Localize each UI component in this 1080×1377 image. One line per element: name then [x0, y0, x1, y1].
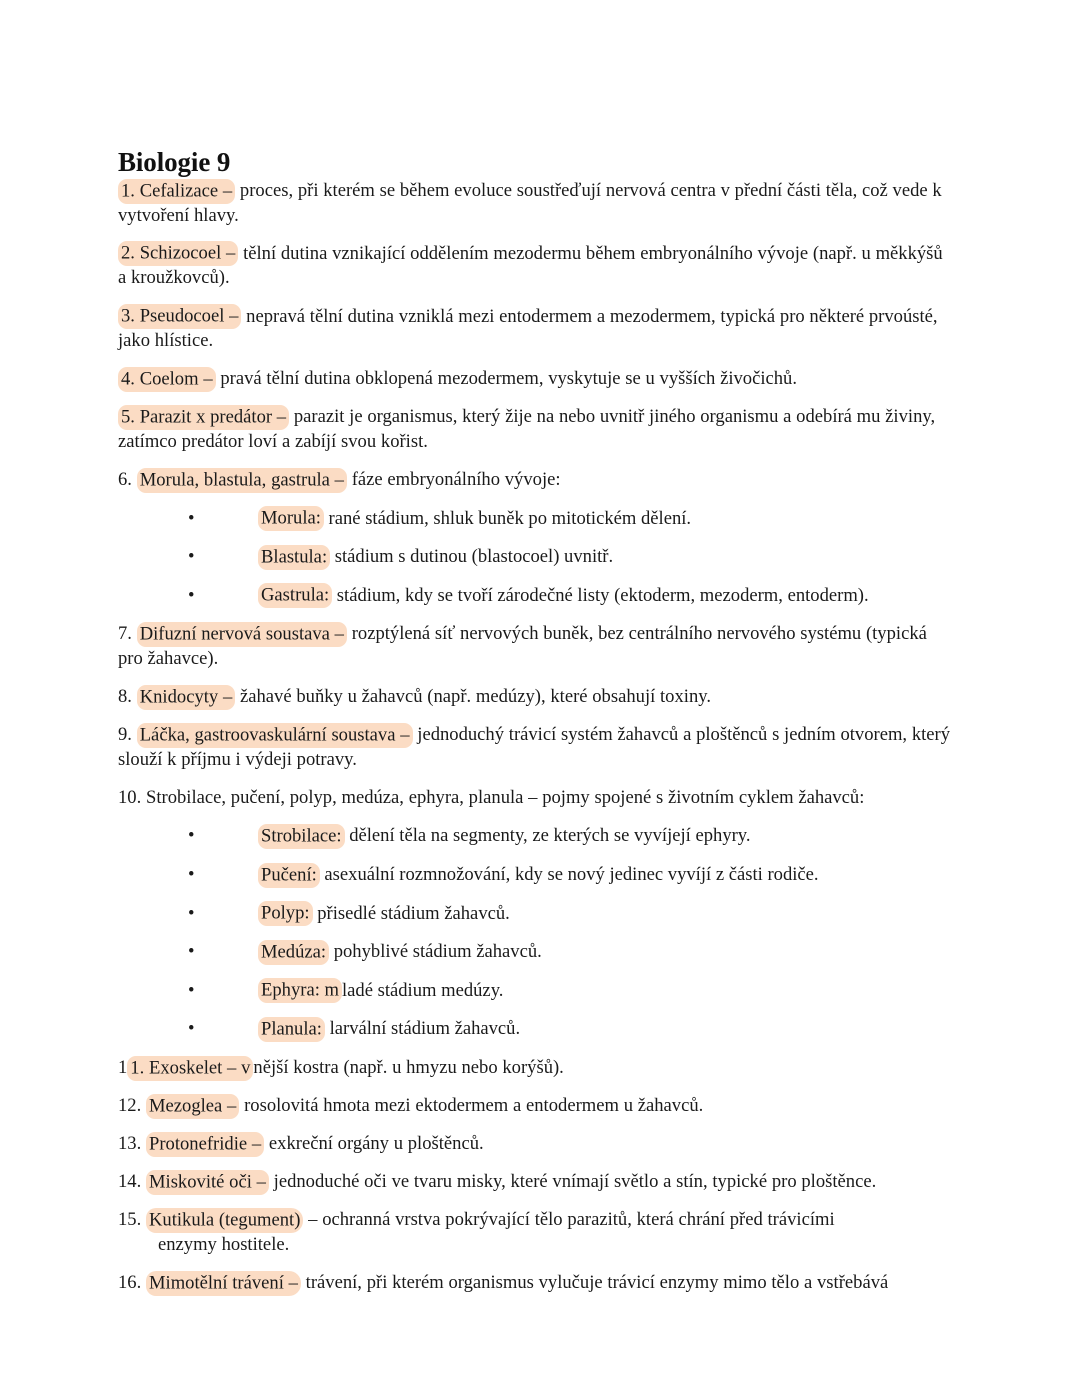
definition-text-4: pravá tělní dutina obklopená mezodermem, vyskytuje se u vyšších živočichů.: [215, 368, 798, 390]
bullet-dot-icon: •: [188, 902, 195, 924]
highlighted-term-meduza: Medúza:: [258, 940, 329, 965]
definition-text-planula: larvální stádium žahavců.: [324, 1018, 521, 1040]
entry-number-11: 1: [118, 1057, 128, 1078]
highlighted-term-puceni: Pučení:: [258, 863, 320, 888]
highlighted-term-14: Miskovité oči –: [146, 1170, 269, 1195]
list-item: [118, 545, 954, 570]
entry-number-14: 14.: [118, 1171, 146, 1193]
bullet-dot-icon: •: [188, 825, 195, 847]
definition-entry-4: [118, 367, 954, 392]
definition-entry-11: [118, 1056, 954, 1081]
definition-text-14: jednoduché oči ve tvaru misky, které vnímají světlo a stín, typické pro ploštěnce.: [268, 1171, 877, 1193]
bullet-dot-icon: •: [188, 546, 195, 568]
definition-entry-2: [118, 242, 954, 291]
list-item: [118, 863, 954, 888]
bullet-dot-icon: •: [188, 979, 195, 1001]
definition-entry-3: [118, 305, 954, 354]
highlighted-term-7: Difuzní nervová soustava –: [137, 622, 347, 647]
highlighted-term-5: 5. Parazit x predátor –: [118, 405, 289, 430]
definition-entry-13: [118, 1132, 954, 1157]
definition-entry-15: [118, 1208, 954, 1257]
entry-number-8: 8.: [118, 686, 137, 708]
bullet-dot-icon: •: [188, 1018, 195, 1040]
entry-number-6: 6.: [118, 469, 137, 490]
definition-text-blastula: stádium s dutinou (blastocoel) uvnitř.: [330, 546, 614, 568]
definition-text-12: rosolovitá hmota mezi ektodermem a entodermem u žahavců.: [239, 1095, 704, 1117]
highlighted-term-polyp: Polyp:: [258, 901, 313, 926]
highlighted-term-12: Mezoglea –: [146, 1094, 239, 1119]
definition-text-8: žahavé buňky u žahavců (např. medúzy), které obsahují toxiny.: [235, 686, 711, 708]
definition-entry-9: [118, 723, 954, 772]
definition-text-16: trávení, při kterém organismus vylučuje trávicí enzymy mimo tělo a vstřebává: [300, 1272, 889, 1294]
highlighted-term-8: Knidocyty –: [137, 685, 236, 710]
entry-number-12: 12.: [118, 1095, 146, 1117]
highlighted-term-gastrula: Gastrula:: [258, 583, 332, 608]
definition-text-3: nepravá tělní dutina vzniklá mezi entodermem a mezodermem, typická pro některé prvoústé, jako hlístice.: [118, 305, 938, 352]
highlighted-term-blastula: Blastula:: [258, 545, 330, 570]
definition-text-morula: rané stádium, shluk buněk po mitotickém dělení.: [323, 507, 692, 529]
list-item: [118, 824, 954, 849]
definition-text-strobilace: dělení těla na segmenty, ze kterých se vyvíjejí ephyry.: [344, 825, 751, 847]
bullet-dot-icon: •: [188, 941, 195, 963]
highlighted-term-ephyra: Ephyra: m: [258, 978, 342, 1003]
highlighted-term-6: Morula, blastula, gastrula –: [137, 468, 347, 493]
definition-text-5: parazit je organismus, který žije na nebo uvnitř jiného organismu a odebírá mu živiny, zatímco predátor loví a zabíjí svou kořist.: [118, 406, 936, 452]
definition-text-ephyra: ladé stádium medúzy.: [341, 979, 504, 1001]
highlighted-term-planula: Planula:: [258, 1017, 325, 1042]
list-item: [118, 902, 954, 927]
definition-entry-5: [118, 405, 954, 454]
highlighted-term-1: 1. Cefalizace –: [118, 179, 235, 204]
bullet-dot-icon: •: [188, 864, 195, 886]
list-item: [118, 979, 954, 1004]
definition-text-1: proces, při kterém se během evoluce soustřeďují nervová centra v přední části těla, což vede k vytvoření hlavy.: [118, 180, 942, 226]
list-item: [118, 1017, 954, 1042]
entry-number-15: 15.: [118, 1209, 146, 1231]
bullet-dot-icon: •: [188, 584, 195, 606]
list-item: [118, 940, 954, 965]
definition-text-13: exkreční orgány u ploštěnců.: [264, 1133, 484, 1155]
definition-text-polyp: přisedlé stádium žahavců.: [312, 902, 510, 924]
highlighted-term-morula: Morula:: [258, 506, 324, 531]
bullet-list-cnidarian-cycle: [118, 824, 954, 1042]
highlighted-term-9: Láčka, gastroovaskulární soustava –: [137, 723, 413, 748]
bullet-list-embryonic-stages: [118, 507, 954, 609]
definition-text-2: tělní dutina vznikající oddělením mezodermu během embryonálního vývoje (např. u měkkýšů a kroužkovců).: [118, 242, 943, 289]
entry-number-13: 13.: [118, 1133, 146, 1155]
definition-entry-1: [118, 179, 954, 228]
definition-entry-12: [118, 1094, 954, 1119]
definition-text-gastrula: stádium, kdy se tvoří zárodečné listy (ektoderm, mezoderm, entoderm).: [332, 584, 869, 606]
highlighted-term-11: 1. Exoskelet – v: [127, 1056, 253, 1081]
highlighted-term-3: 3. Pseudocoel –: [118, 304, 241, 329]
definition-text-15: – ochranná vrstva pokrývající tělo parazitů, která chrání před trávicími: [303, 1209, 835, 1231]
definition-entry-14: [118, 1170, 954, 1195]
definition-text-meduza: pohyblivé stádium žahavců.: [329, 941, 542, 963]
highlighted-term-strobilace: Strobilace:: [258, 824, 345, 849]
definition-text-6: fáze embryonálního vývoje:: [346, 469, 561, 490]
definition-entry-6: [118, 468, 954, 493]
bullet-dot-icon: •: [188, 507, 195, 529]
definition-text-15-continued: enzymy hostitele.: [158, 1233, 290, 1255]
definition-text-7: rozptýlená síť nervových buněk, bez centrálního nervového systému (typická pro žahavce).: [118, 623, 927, 669]
entry-number-16: 16.: [118, 1272, 146, 1294]
definition-entry-8: [118, 685, 954, 710]
list-item: [118, 584, 954, 609]
entry-number-9: 9.: [118, 724, 137, 746]
entry-number-7: 7.: [118, 623, 137, 645]
definition-entry-7: [118, 622, 954, 671]
definition-text-9: jednoduchý trávicí systém žahavců a ploštěnců s jedním otvorem, který slouží k příjmu i výdeji potravy.: [118, 724, 951, 770]
highlighted-term-16: Mimotělní trávení –: [146, 1271, 301, 1296]
highlighted-term-4: 4. Coelom –: [118, 367, 216, 392]
definition-entry-16: [118, 1271, 954, 1296]
definition-text-puceni: asexuální rozmnožování, kdy se nový jedinec vyvíjí z části rodiče.: [319, 864, 819, 886]
page-title: Biologie 9: [118, 147, 231, 177]
definition-entry-10: 10. Strobilace, pučení, polyp, medúza, ephyra, planula – pojmy spojené s životním cyklem žahavců:: [118, 786, 865, 808]
document-body: [118, 148, 954, 1309]
list-item: [118, 507, 954, 532]
highlighted-term-15: Kutikula (tegument): [146, 1208, 303, 1233]
definition-text-11: nější kostra (např. u hmyzu nebo korýšů).: [253, 1057, 564, 1078]
highlighted-term-13: Protonefridie –: [146, 1132, 264, 1157]
highlighted-term-2: 2. Schizocoel –: [118, 241, 238, 266]
